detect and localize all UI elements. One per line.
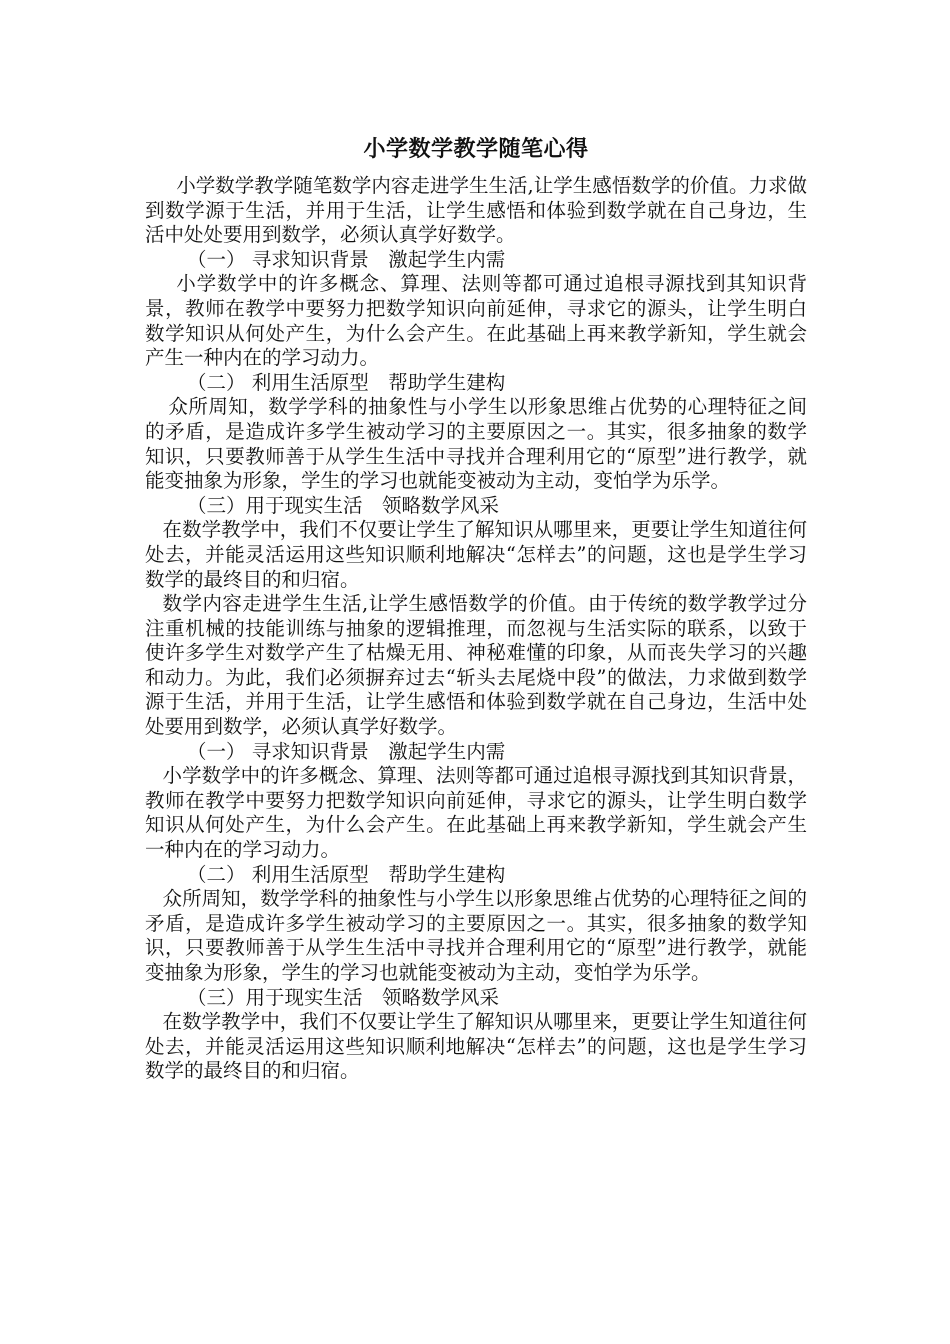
section-heading-2: （二） 利用生活原型 帮助学生建构 — [187, 370, 506, 394]
section-heading-3: （三）用于现实生活 领略数学风采 — [187, 493, 500, 517]
document-title: 小学数学教学随笔心得 — [363, 136, 589, 162]
body-paragraph: 数学内容走进学生生活,让学生感悟数学的价值。由于传统的数学教学过分注重机械的技能训练与抽象的逻辑推理，而忽视与生活实际的联系，以致于使许多学生对数学产生了枯燥无用、神秘难懂的印象，从而丧失学习的兴趣和动力。为此，我们必须摒弃过去“斩头去尾烧中段”的做法，力求做到数学源于生活，并用于生活，让学生感悟和体验到数学就在自己身边，生活中处处要用到数学，必须认真学好数学。 — [145, 592, 807, 739]
section-paragraph-3: 在数学教学中，我们不仅要让学生了解知识从哪里来，更要让学生知道往何处去，并能灵活运用这些知识顺利地解决“怎样去”的问题，这也是学生学习数学的最终目的和归宿。 — [145, 518, 807, 591]
section-heading-1: （一） 寻求知识背景 激起学生内需 — [187, 247, 506, 271]
section-paragraph-3-repeat: 在数学教学中，我们不仅要让学生了解知识从哪里来，更要让学生知道往何处去，并能灵活运用这些知识顺利地解决“怎样去”的问题，这也是学生学习数学的最终目的和归宿。 — [145, 1010, 807, 1083]
section-heading-1-repeat: （一） 寻求知识背景 激起学生内需 — [187, 739, 506, 763]
section-heading-3-repeat: （三）用于现实生活 领略数学风采 — [187, 985, 500, 1009]
section-paragraph-1: 小学数学中的许多概念、算理、法则等都可通过追根寻源找到其知识背景，教师在教学中要努力把数学知识向前延伸，寻求它的源头，让学生明白数学知识从何处产生，为什么会产生。在此基础上再来教学新知，学生就会产生一种内在的学习动力。 — [145, 272, 807, 370]
section-paragraph-2: 众所周知，数学学科的抽象性与小学生以形象思维占优势的心理特征之间的矛盾，是造成许多学生被动学习的主要原因之一。其实，很多抽象的数学知识，只要教师善于从学生生活中寻找并合理利用它的“原型”进行教学，就能变抽象为形象，学生的学习也就能变被动为主动，变怕学为乐学。 — [145, 395, 807, 493]
section-paragraph-2-repeat: 众所周知，数学学科的抽象性与小学生以形象思维占优势的心理特征之间的矛盾，是造成许多学生被动学习的主要原因之一。其实，很多抽象的数学知识，只要教师善于从学生生活中寻找并合理利用它的“原型”进行教学，就能变抽象为形象，学生的学习也就能变被动为主动，变怕学为乐学。 — [145, 887, 807, 984]
section-heading-2-repeat: （二） 利用生活原型 帮助学生建构 — [187, 862, 506, 886]
document-page — [145, 128, 807, 1084]
section-paragraph-1-repeat: 小学数学中的许多概念、算理、法则等都可通过追根寻源找到其知识背景，教师在教学中要努力把数学知识向前延伸，寻求它的源头，让学生明白数学知识从何处产生，为什么会产生。在此基础上再来教学新知，学生就会产生一种内在的学习动力。 — [145, 764, 807, 862]
intro-paragraph: 小学数学教学随笔数学内容走进学生生活,让学生感悟数学的价值。力求做到数学源于生活，并用于生活，让学生感悟和体验到数学就在自己身边，生活中处处要用到数学，必须认真学好数学。 — [145, 174, 807, 247]
